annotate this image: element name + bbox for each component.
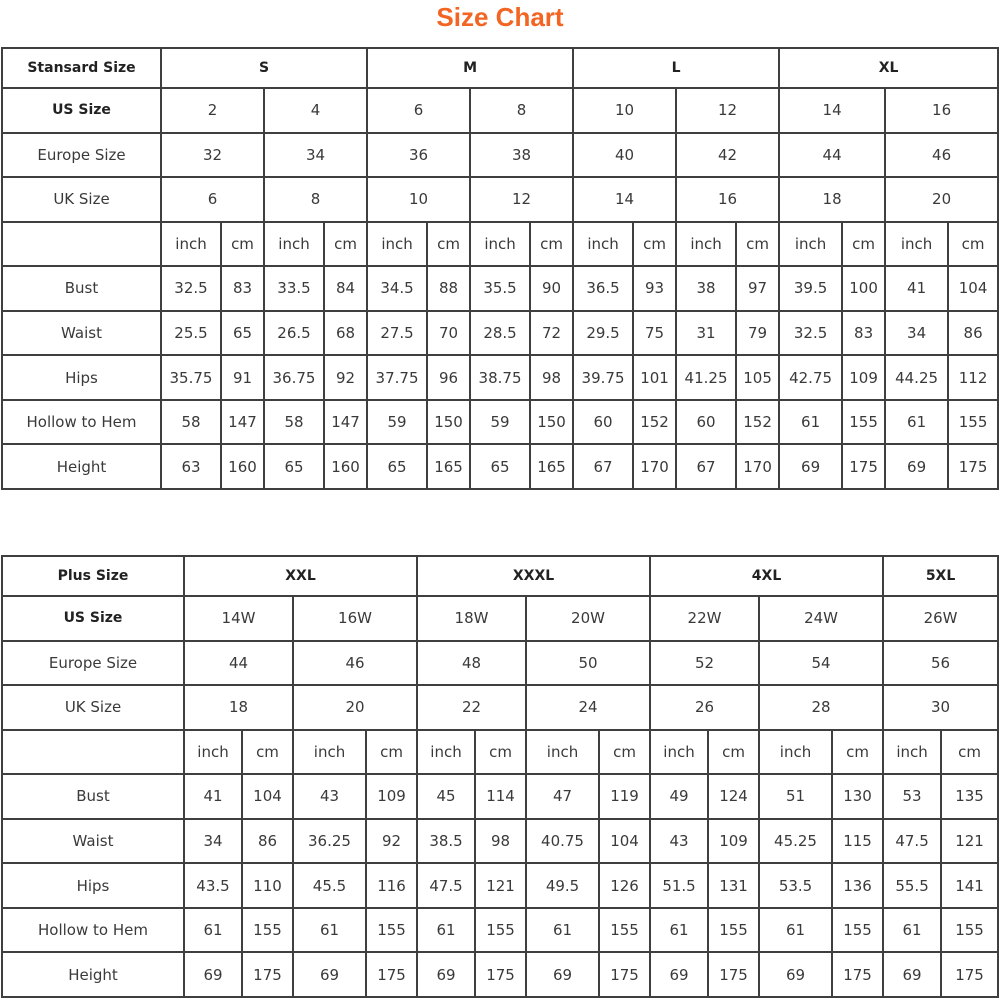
measurement-label: Hips <box>2 355 161 400</box>
us-size-cell: 14 <box>779 88 885 133</box>
measurement-value: 86 <box>242 819 293 864</box>
measurement-value: 43.5 <box>184 863 242 908</box>
measurement-value: 84 <box>324 266 367 311</box>
unit-cm-cell: cm <box>530 222 573 267</box>
measurement-value: 41.25 <box>676 355 736 400</box>
measurement-value: 29.5 <box>573 311 633 356</box>
measurement-value: 69 <box>759 952 832 997</box>
table-row <box>2 908 998 953</box>
measurement-value: 90 <box>530 266 573 311</box>
measurement-value: 36.5 <box>573 266 633 311</box>
measurement-value: 175 <box>475 952 526 997</box>
europe-size-cell: 42 <box>676 133 779 178</box>
measurement-value: 91 <box>221 355 264 400</box>
size-group-header: 4XL <box>650 556 883 596</box>
table-row <box>2 774 998 819</box>
page-title: Size Chart <box>436 2 564 32</box>
measurement-value: 170 <box>633 444 676 489</box>
us-size-cell: 22W <box>650 596 759 641</box>
measurement-value: 175 <box>842 444 885 489</box>
size-header-label: Stansard Size <box>2 48 161 88</box>
measurement-value: 109 <box>842 355 885 400</box>
measurement-value: 43 <box>650 819 708 864</box>
measurement-value: 119 <box>599 774 650 819</box>
unit-cm-cell: cm <box>599 730 650 775</box>
measurement-value: 34 <box>184 819 242 864</box>
size-group-header: XL <box>779 48 998 88</box>
measurement-value: 70 <box>427 311 470 356</box>
us-size-cell: 20W <box>526 596 650 641</box>
us-size-label: US Size <box>2 88 161 133</box>
measurement-value: 131 <box>708 863 759 908</box>
unit-inch-cell: inch <box>573 222 633 267</box>
table-row <box>2 222 998 267</box>
measurement-value: 175 <box>832 952 883 997</box>
measurement-value: 34 <box>885 311 948 356</box>
unit-cm-cell: cm <box>708 730 759 775</box>
measurement-value: 61 <box>885 400 948 445</box>
measurement-value: 88 <box>427 266 470 311</box>
unit-cm-cell: cm <box>242 730 293 775</box>
measurement-value: 155 <box>708 908 759 953</box>
measurement-value: 36.75 <box>264 355 324 400</box>
measurement-label: Height <box>2 952 184 997</box>
unit-cm-cell: cm <box>948 222 998 267</box>
uk-size-label: UK Size <box>2 177 161 222</box>
measurement-value: 109 <box>366 774 417 819</box>
measurement-value: 44.25 <box>885 355 948 400</box>
size-group-header: XXXL <box>417 556 650 596</box>
unit-cm-cell: cm <box>427 222 470 267</box>
table-row <box>2 641 998 686</box>
measurement-value: 69 <box>526 952 599 997</box>
size-group-header: L <box>573 48 779 88</box>
europe-size-cell: 44 <box>184 641 293 686</box>
measurement-value: 38.5 <box>417 819 475 864</box>
uk-size-cell: 18 <box>779 177 885 222</box>
uk-size-cell: 6 <box>161 177 264 222</box>
unit-cm-cell: cm <box>633 222 676 267</box>
size-group-header: M <box>367 48 573 88</box>
us-size-cell: 2 <box>161 88 264 133</box>
measurement-value: 112 <box>948 355 998 400</box>
measurement-value: 165 <box>530 444 573 489</box>
size-group-header: XXL <box>184 556 417 596</box>
uk-size-cell: 12 <box>470 177 573 222</box>
unit-inch-cell: inch <box>883 730 941 775</box>
measurement-label: Hips <box>2 863 184 908</box>
measurement-value: 155 <box>832 908 883 953</box>
unit-cm-cell: cm <box>842 222 885 267</box>
measurement-value: 155 <box>475 908 526 953</box>
measurement-value: 92 <box>366 819 417 864</box>
measurement-value: 155 <box>941 908 998 953</box>
table-row <box>2 266 998 311</box>
measurement-value: 42.75 <box>779 355 842 400</box>
measurement-value: 53.5 <box>759 863 832 908</box>
uk-size-cell: 24 <box>526 685 650 730</box>
measurement-value: 33.5 <box>264 266 324 311</box>
unit-inch-cell: inch <box>264 222 324 267</box>
unit-inch-cell: inch <box>676 222 736 267</box>
measurement-value: 63 <box>161 444 221 489</box>
measurement-value: 65 <box>367 444 427 489</box>
measurement-value: 147 <box>221 400 264 445</box>
measurement-label: Hollow to Hem <box>2 400 161 445</box>
measurement-label: Waist <box>2 311 161 356</box>
measurement-value: 83 <box>221 266 264 311</box>
table-row <box>2 88 998 133</box>
measurement-value: 115 <box>832 819 883 864</box>
table-row <box>2 596 998 641</box>
measurement-value: 55.5 <box>883 863 941 908</box>
europe-size-label: Europe Size <box>2 133 161 178</box>
measurement-value: 104 <box>599 819 650 864</box>
measurement-value: 150 <box>427 400 470 445</box>
unit-inch-cell: inch <box>526 730 599 775</box>
measurement-value: 41 <box>184 774 242 819</box>
unit-cm-cell: cm <box>366 730 417 775</box>
unit-inch-cell: inch <box>161 222 221 267</box>
measurement-value: 59 <box>367 400 427 445</box>
table-row <box>2 819 998 864</box>
uk-size-label: UK Size <box>2 685 184 730</box>
measurement-value: 59 <box>470 400 530 445</box>
unit-inch-cell: inch <box>293 730 366 775</box>
measurement-value: 61 <box>779 400 842 445</box>
measurement-value: 100 <box>842 266 885 311</box>
uk-size-cell: 20 <box>293 685 417 730</box>
measurement-value: 31 <box>676 311 736 356</box>
measurement-value: 60 <box>573 400 633 445</box>
unit-inch-cell: inch <box>470 222 530 267</box>
measurement-value: 152 <box>633 400 676 445</box>
measurement-value: 51.5 <box>650 863 708 908</box>
units-label-empty <box>2 730 184 775</box>
measurement-label: Bust <box>2 774 184 819</box>
measurement-value: 58 <box>264 400 324 445</box>
us-size-cell: 16W <box>293 596 417 641</box>
measurement-value: 61 <box>293 908 366 953</box>
table-row <box>2 48 998 88</box>
us-size-cell: 4 <box>264 88 367 133</box>
measurement-value: 36.25 <box>293 819 366 864</box>
measurement-value: 105 <box>736 355 779 400</box>
uk-size-cell: 20 <box>885 177 998 222</box>
measurement-value: 175 <box>242 952 293 997</box>
measurement-value: 79 <box>736 311 779 356</box>
measurement-value: 45.5 <box>293 863 366 908</box>
europe-size-cell: 56 <box>883 641 998 686</box>
uk-size-cell: 8 <box>264 177 367 222</box>
measurement-value: 126 <box>599 863 650 908</box>
measurement-value: 83 <box>842 311 885 356</box>
measurement-value: 65 <box>221 311 264 356</box>
measurement-value: 26.5 <box>264 311 324 356</box>
us-size-cell: 24W <box>759 596 883 641</box>
unit-inch-cell: inch <box>779 222 842 267</box>
measurement-value: 65 <box>470 444 530 489</box>
europe-size-cell: 40 <box>573 133 676 178</box>
size-group-header: 5XL <box>883 556 998 596</box>
measurement-value: 45 <box>417 774 475 819</box>
measurement-value: 69 <box>417 952 475 997</box>
measurement-value: 67 <box>676 444 736 489</box>
measurement-value: 69 <box>650 952 708 997</box>
measurement-value: 160 <box>221 444 264 489</box>
measurement-label: Waist <box>2 819 184 864</box>
measurement-value: 40.75 <box>526 819 599 864</box>
table-row <box>2 444 998 489</box>
table-row <box>2 133 998 178</box>
measurement-value: 35.5 <box>470 266 530 311</box>
unit-cm-cell: cm <box>221 222 264 267</box>
measurement-value: 96 <box>427 355 470 400</box>
measurement-value: 110 <box>242 863 293 908</box>
unit-inch-cell: inch <box>184 730 242 775</box>
table-row <box>2 355 998 400</box>
table-row <box>2 311 998 356</box>
measurement-value: 130 <box>832 774 883 819</box>
measurement-value: 175 <box>941 952 998 997</box>
table-row <box>2 556 998 596</box>
europe-size-label: Europe Size <box>2 641 184 686</box>
measurement-value: 34.5 <box>367 266 427 311</box>
unit-cm-cell: cm <box>736 222 779 267</box>
table-row <box>2 730 998 775</box>
europe-size-cell: 36 <box>367 133 470 178</box>
measurement-value: 101 <box>633 355 676 400</box>
us-size-cell: 26W <box>883 596 998 641</box>
measurement-value: 150 <box>530 400 573 445</box>
measurement-label: Hollow to Hem <box>2 908 184 953</box>
measurement-value: 38.75 <box>470 355 530 400</box>
unit-inch-cell: inch <box>650 730 708 775</box>
uk-size-cell: 30 <box>883 685 998 730</box>
measurement-value: 69 <box>779 444 842 489</box>
measurement-value: 58 <box>161 400 221 445</box>
measurement-value: 47.5 <box>883 819 941 864</box>
measurement-value: 121 <box>941 819 998 864</box>
measurement-value: 51 <box>759 774 832 819</box>
measurement-value: 61 <box>184 908 242 953</box>
unit-cm-cell: cm <box>832 730 883 775</box>
europe-size-cell: 50 <box>526 641 650 686</box>
measurement-value: 28.5 <box>470 311 530 356</box>
unit-cm-cell: cm <box>475 730 526 775</box>
uk-size-cell: 26 <box>650 685 759 730</box>
measurement-value: 60 <box>676 400 736 445</box>
measurement-value: 53 <box>883 774 941 819</box>
uk-size-cell: 18 <box>184 685 293 730</box>
measurement-value: 92 <box>324 355 367 400</box>
standard-size-table <box>1 47 999 490</box>
measurement-value: 61 <box>650 908 708 953</box>
uk-size-cell: 16 <box>676 177 779 222</box>
europe-size-cell: 46 <box>293 641 417 686</box>
measurement-value: 124 <box>708 774 759 819</box>
measurement-value: 39.5 <box>779 266 842 311</box>
us-size-cell: 16 <box>885 88 998 133</box>
measurement-value: 104 <box>948 266 998 311</box>
europe-size-cell: 54 <box>759 641 883 686</box>
measurement-value: 39.75 <box>573 355 633 400</box>
measurement-value: 155 <box>242 908 293 953</box>
measurement-value: 47 <box>526 774 599 819</box>
us-size-cell: 18W <box>417 596 526 641</box>
europe-size-cell: 34 <box>264 133 367 178</box>
measurement-value: 170 <box>736 444 779 489</box>
units-label-empty <box>2 222 161 267</box>
table-row <box>2 863 998 908</box>
us-size-cell: 12 <box>676 88 779 133</box>
measurement-value: 155 <box>948 400 998 445</box>
measurement-value: 104 <box>242 774 293 819</box>
measurement-value: 65 <box>264 444 324 489</box>
measurement-value: 32.5 <box>779 311 842 356</box>
measurement-value: 61 <box>883 908 941 953</box>
measurement-value: 116 <box>366 863 417 908</box>
measurement-value: 35.75 <box>161 355 221 400</box>
measurement-value: 114 <box>475 774 526 819</box>
unit-cm-cell: cm <box>941 730 998 775</box>
unit-inch-cell: inch <box>759 730 832 775</box>
table-row <box>2 400 998 445</box>
measurement-value: 61 <box>526 908 599 953</box>
size-group-header: S <box>161 48 367 88</box>
measurement-value: 69 <box>885 444 948 489</box>
measurement-value: 121 <box>475 863 526 908</box>
measurement-value: 41 <box>885 266 948 311</box>
measurement-value: 69 <box>293 952 366 997</box>
measurement-value: 160 <box>324 444 367 489</box>
measurement-value: 98 <box>530 355 573 400</box>
measurement-value: 175 <box>948 444 998 489</box>
europe-size-cell: 52 <box>650 641 759 686</box>
measurement-value: 67 <box>573 444 633 489</box>
measurement-value: 61 <box>417 908 475 953</box>
measurement-label: Height <box>2 444 161 489</box>
europe-size-cell: 44 <box>779 133 885 178</box>
measurement-value: 155 <box>366 908 417 953</box>
measurement-value: 27.5 <box>367 311 427 356</box>
table-row <box>2 685 998 730</box>
us-size-cell: 8 <box>470 88 573 133</box>
table-row <box>2 952 998 997</box>
us-size-label: US Size <box>2 596 184 641</box>
measurement-value: 175 <box>599 952 650 997</box>
us-size-cell: 6 <box>367 88 470 133</box>
unit-cm-cell: cm <box>324 222 367 267</box>
measurement-value: 69 <box>184 952 242 997</box>
measurement-value: 49 <box>650 774 708 819</box>
europe-size-cell: 38 <box>470 133 573 178</box>
measurement-value: 135 <box>941 774 998 819</box>
us-size-cell: 14W <box>184 596 293 641</box>
measurement-value: 72 <box>530 311 573 356</box>
measurement-value: 69 <box>883 952 941 997</box>
measurement-value: 147 <box>324 400 367 445</box>
measurement-value: 97 <box>736 266 779 311</box>
measurement-value: 37.75 <box>367 355 427 400</box>
measurement-value: 155 <box>599 908 650 953</box>
uk-size-cell: 10 <box>367 177 470 222</box>
measurement-value: 175 <box>708 952 759 997</box>
europe-size-cell: 32 <box>161 133 264 178</box>
measurement-value: 93 <box>633 266 676 311</box>
measurement-value: 98 <box>475 819 526 864</box>
measurement-value: 49.5 <box>526 863 599 908</box>
us-size-cell: 10 <box>573 88 676 133</box>
unit-inch-cell: inch <box>417 730 475 775</box>
measurement-value: 86 <box>948 311 998 356</box>
measurement-value: 45.25 <box>759 819 832 864</box>
measurement-value: 38 <box>676 266 736 311</box>
measurement-value: 141 <box>941 863 998 908</box>
measurement-value: 68 <box>324 311 367 356</box>
size-header-label: Plus Size <box>2 556 184 596</box>
uk-size-cell: 14 <box>573 177 676 222</box>
plus-size-table <box>1 555 999 998</box>
uk-size-cell: 28 <box>759 685 883 730</box>
measurement-value: 109 <box>708 819 759 864</box>
measurement-value: 75 <box>633 311 676 356</box>
measurement-value: 61 <box>759 908 832 953</box>
measurement-value: 43 <box>293 774 366 819</box>
measurement-value: 32.5 <box>161 266 221 311</box>
measurement-value: 152 <box>736 400 779 445</box>
measurement-value: 175 <box>366 952 417 997</box>
measurement-value: 155 <box>842 400 885 445</box>
unit-inch-cell: inch <box>885 222 948 267</box>
europe-size-cell: 48 <box>417 641 526 686</box>
measurement-value: 136 <box>832 863 883 908</box>
measurement-value: 25.5 <box>161 311 221 356</box>
unit-inch-cell: inch <box>367 222 427 267</box>
measurement-label: Bust <box>2 266 161 311</box>
measurement-value: 47.5 <box>417 863 475 908</box>
europe-size-cell: 46 <box>885 133 998 178</box>
uk-size-cell: 22 <box>417 685 526 730</box>
table-row <box>2 177 998 222</box>
measurement-value: 165 <box>427 444 470 489</box>
